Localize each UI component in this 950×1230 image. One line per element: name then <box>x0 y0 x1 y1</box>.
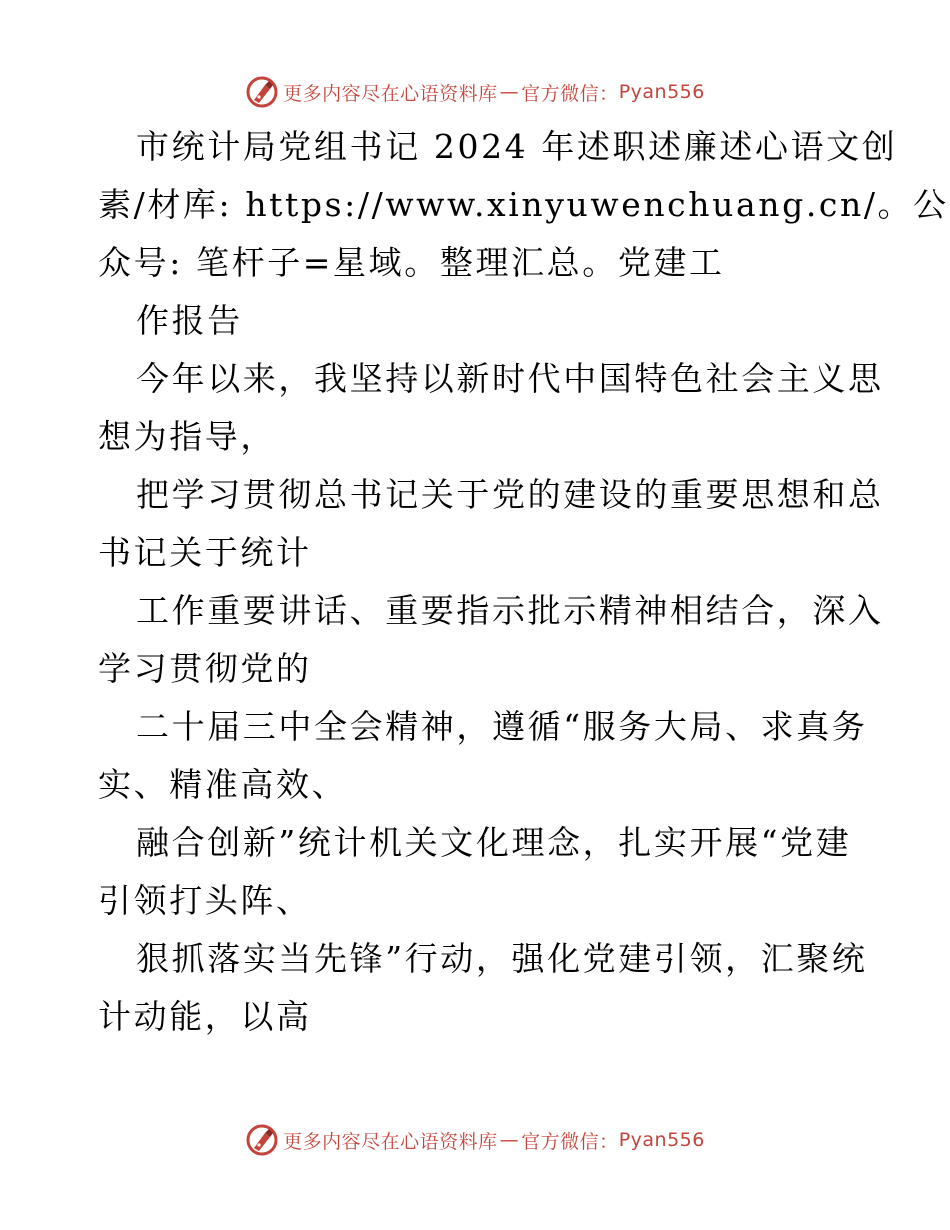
footer-wechat-id: Pyan556 <box>618 1129 705 1151</box>
header-banner <box>0 72 950 112</box>
body-line: 众号: 笔杆子=星域。整理汇总。党建工 <box>98 243 725 282</box>
header-wechat-id: Pyan556 <box>618 81 705 103</box>
body-line: 作报告 <box>136 301 243 340</box>
header-separator: — <box>499 81 520 103</box>
document-body <box>98 118 949 1046</box>
body-line: 狠抓落实当先锋”行动，强化党建引领，汇聚统 <box>136 939 868 978</box>
body-line: 实、精准高效、 <box>98 765 348 804</box>
footer-banner <box>0 1120 950 1160</box>
body-line: 融合创新”统计机关文化理念，扎实开展“党建 <box>136 823 852 862</box>
body-line: 二十届三中全会精神，遵循“服务大局、求真务 <box>136 707 868 746</box>
body-line: 学习贯彻党的 <box>98 649 312 688</box>
header-wechat-label: 官方微信： <box>521 82 619 105</box>
header-tagline: 更多内容尽在心语资料库 <box>283 82 498 105</box>
body-line: 今年以来，我坚持以新时代中国特色社会主义思 <box>136 359 884 398</box>
pen-nib-logo-icon <box>245 1123 279 1157</box>
body-line: 引领打头阵、 <box>98 881 312 920</box>
body-line: 市统计局党组书记 2024 年述职述廉述心语文创 <box>136 127 898 166</box>
body-line: 把学习贯彻总书记关于党的建设的重要思想和总 <box>136 475 884 514</box>
body-line: 素/材库: https://www.xinyuwenchuang.cn/。公 <box>98 185 949 224</box>
footer-separator: — <box>499 1129 520 1151</box>
footer-tagline: 更多内容尽在心语资料库 <box>283 1130 498 1153</box>
body-line: 计动能，以高 <box>98 997 312 1036</box>
body-line: 书记关于统计 <box>98 533 312 572</box>
footer-wechat-label: 官方微信： <box>521 1130 619 1153</box>
body-line: 想为指导， <box>98 417 276 456</box>
pen-nib-logo-icon <box>245 75 279 109</box>
body-line: 工作重要讲话、重要指示批示精神相结合，深入 <box>136 591 884 630</box>
